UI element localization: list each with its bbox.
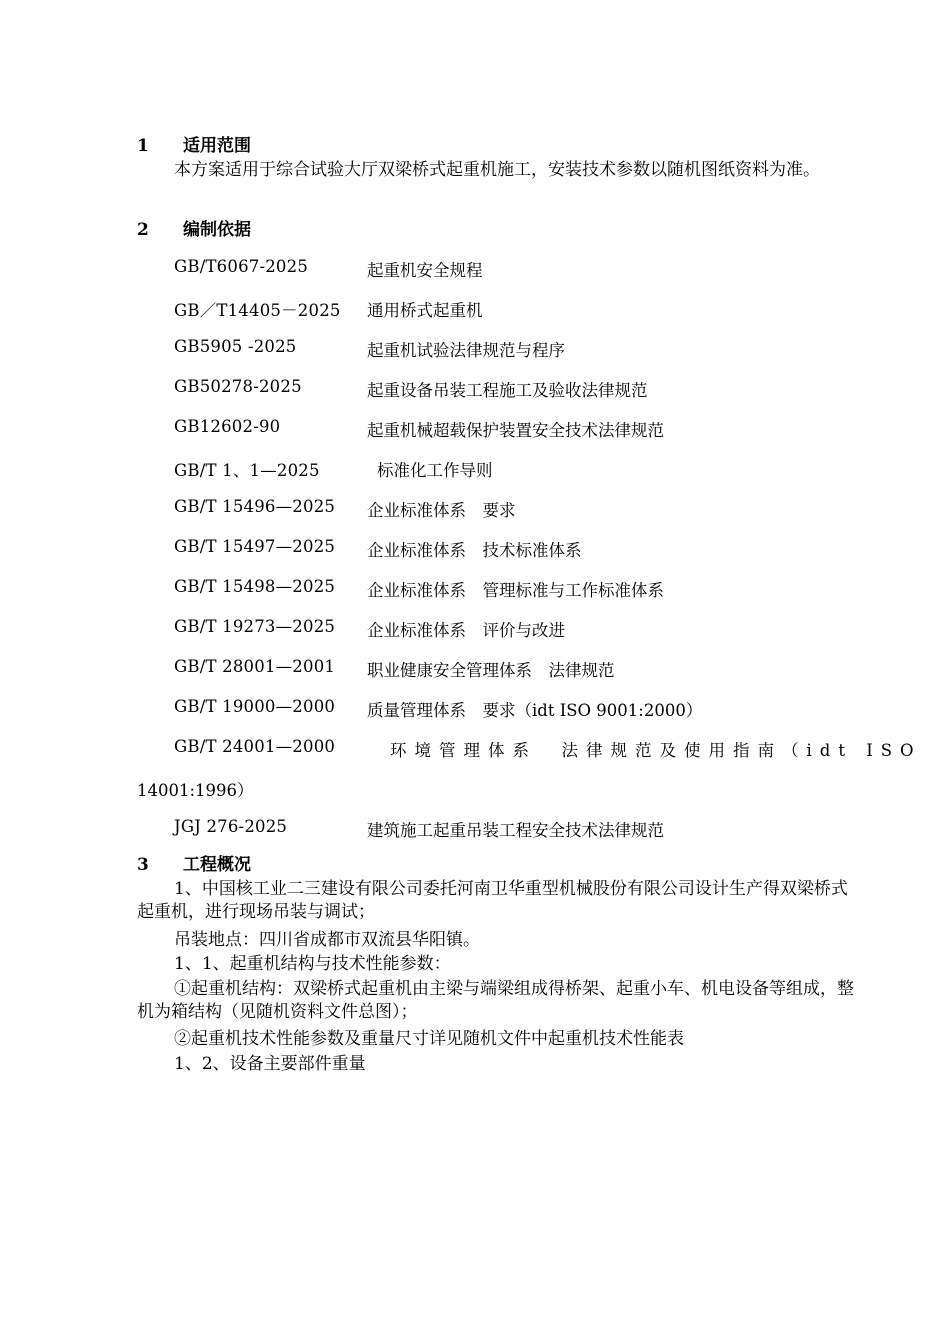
reference-item	[174, 657, 864, 681]
reference-title: 建筑施工起重吊装工程安全技术法律规范	[367, 821, 664, 840]
reference-item	[174, 537, 864, 561]
reference-item	[174, 337, 864, 361]
reference-title: 通用桥式起重机	[367, 301, 483, 320]
reference-code: GB/T 15497—2025	[174, 537, 336, 556]
reference-title: 起重机试验法律规范与程序	[367, 341, 565, 360]
reference-item	[174, 297, 864, 321]
reference-title: 企业标准体系 管理标准与工作标准体系	[367, 581, 664, 600]
scope-paragraph: 本方案适用于综合试验大厅双梁桥式起重机施工，安装技术参数以随机图纸资料为准。	[174, 160, 820, 180]
reference-title: 职业健康安全管理体系 法律规范	[367, 661, 615, 680]
reference-code: GB/T 28001—2001	[174, 657, 336, 676]
site-location-paragraph: 吊装地点：四川省成都市双流县华阳镇。	[174, 930, 480, 950]
reference-code: GB/T 15498—2025	[174, 577, 336, 596]
overview-paragraph: 1、中国核工业二三建设有限公司委托河南卫华重型机械股份有限公司设计生产得双梁桥式起重机，进行现场吊装与调试；	[137, 879, 848, 922]
section-title: 适用范围	[183, 136, 251, 156]
reference-item	[174, 577, 864, 601]
reference-item	[174, 617, 864, 641]
reference-item	[174, 817, 864, 841]
section-heading-overview	[137, 850, 251, 875]
reference-code: GB5905 -2025	[174, 337, 297, 356]
reference-title: 标准化工作导则	[377, 461, 493, 480]
reference-title: 环境管理体系 法律规范及使用指南（idt ISO	[390, 741, 922, 760]
reference-code: GB12602-90	[174, 417, 281, 436]
section-title: 编制依据	[183, 220, 251, 240]
reference-item	[174, 457, 864, 481]
section-heading-scope	[137, 131, 251, 156]
reference-code: GB/T 19273—2025	[174, 617, 336, 636]
reference-item	[174, 697, 864, 721]
reference-code: GB50278-2025	[174, 377, 302, 396]
reference-title: 起重机安全规程	[367, 261, 483, 280]
structure-paragraph: ①起重机结构：双梁桥式起重机由主梁与端梁组成得桥架、起重小车、机电设备等组成，整机为箱结构（见随机资料文件总图）；	[137, 979, 854, 1022]
reference-title: 质量管理体系 要求（idt ISO 9001:2000）	[367, 701, 703, 720]
reference-code: GB／T14405－2025	[174, 301, 341, 320]
subsection-heading: 1、1、起重机结构与技术性能参数：	[174, 954, 451, 974]
reference-item	[174, 737, 922, 761]
reference-title-continued: 14001:1996）	[137, 781, 254, 800]
reference-code: GB/T6067-2025	[174, 257, 309, 276]
reference-code: JGJ 276-2025	[174, 817, 288, 836]
reference-code: GB/T 19000—2000	[174, 697, 336, 716]
section-number: 3	[137, 855, 149, 875]
reference-title: 企业标准体系 要求	[367, 501, 516, 520]
reference-item	[174, 497, 864, 521]
reference-code: GB/T 24001—2000	[174, 737, 336, 756]
reference-item	[174, 417, 864, 441]
section-number: 2	[137, 220, 149, 240]
reference-code: GB/T 1、1—2025	[174, 461, 320, 480]
reference-code: GB/T 15496—2025	[174, 497, 336, 516]
section-heading-basis	[137, 215, 251, 240]
section-title: 工程概况	[183, 855, 251, 875]
reference-title: 企业标准体系 评价与改进	[367, 621, 565, 640]
subsection-heading: 1、2、设备主要部件重量	[174, 1054, 366, 1074]
reference-title: 企业标准体系 技术标准体系	[367, 541, 582, 560]
reference-title: 起重机械超载保护装置安全技术法律规范	[367, 421, 664, 440]
reference-item	[174, 257, 864, 281]
parameters-paragraph: ②起重机技术性能参数及重量尺寸详见随机文件中起重机技术性能表	[174, 1029, 684, 1049]
reference-title: 起重设备吊装工程施工及验收法律规范	[367, 381, 648, 400]
reference-item	[174, 377, 864, 401]
section-number: 1	[137, 136, 149, 156]
